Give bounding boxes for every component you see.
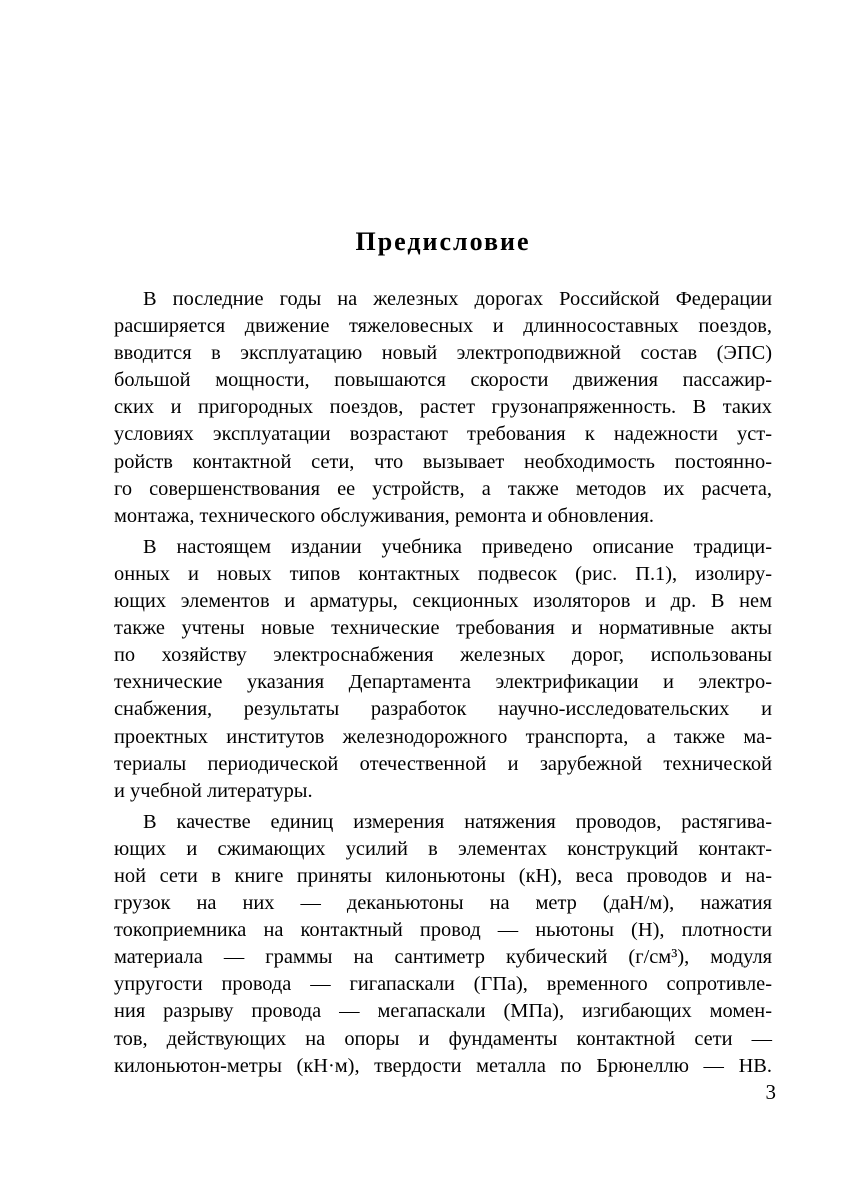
text-line: вводится в эксплуатацию новый электроподвижной состав (ЭПС): [114, 342, 772, 365]
text-line: ских и пригородных поездов, растет грузонапряженность. В таких: [114, 396, 772, 419]
text-line: условиях эксплуатации возрастают требования к надежности уст-: [114, 423, 772, 446]
text-line: большой мощности, повышаются скорости движения пассажир-: [114, 369, 772, 392]
text-line: килоньютон-метры (кН·м), твердости металла по Брюнеллю — НВ.: [114, 1054, 772, 1077]
text-line: териалы периодической отечественной и зарубежной технической: [114, 752, 772, 775]
text-line: го совершенствования ее устройств, а также методов их расчета,: [114, 477, 772, 500]
text-line: В последние годы на железных дорогах Российской Федерации: [143, 288, 772, 310]
text-line: ющих элементов и арматуры, секционных изоляторов и др. В нем: [114, 590, 772, 613]
paragraph: [114, 286, 772, 530]
text-line: В настоящем издании учебника приведено описание традици-: [143, 535, 772, 558]
text-line: ния разрыву провода — мегапаскали (МПа), изгибающих момен-: [114, 1000, 772, 1023]
text-line: и учебной литературы.: [114, 779, 313, 802]
text-line: по хозяйству электроснабжения железных дорог, использованы: [114, 644, 772, 667]
text-line: токоприемника на контактный провод — ньютоны (Н), плотности: [114, 919, 772, 942]
text-line: тов, действующих на опоры и фундаменты контактной сети —: [114, 1027, 772, 1050]
text-line: материала — граммы на сантиметр кубический (г/см³), модуля: [114, 946, 772, 969]
text-line: расширяется движение тяжеловесных и длинносоставных поездов,: [114, 315, 772, 338]
text-line: грузок на них — деканьютоны на метр (даН/м), нажатия: [114, 892, 772, 915]
text-line: ройств контактной сети, что вызывает необходимость постоянно-: [114, 450, 772, 473]
page-title: Предисловие: [355, 227, 531, 256]
text-line: снабжения, результаты разработок научно-исследовательских и: [114, 698, 772, 721]
page-number: 3: [765, 1080, 776, 1104]
text-line: онных и новых типов контактных подвесок (рис. П.1), изолиру-: [114, 562, 772, 585]
text-line: проектных институтов железнодорожного транспорта, а также ма-: [114, 725, 772, 748]
paragraph: [114, 534, 772, 805]
text-line: также учтены новые технические требования и нормативные акты: [114, 617, 772, 640]
text-line: упругости провода — гигапаскали (ГПа), временного сопротивле-: [114, 973, 772, 996]
paragraph: [114, 809, 772, 1080]
text-line: ющих и сжимающих усилий в элементах конструкций контакт-: [114, 837, 772, 860]
body-text: [114, 286, 772, 1080]
text-line: В качестве единиц измерения натяжения проводов, растягива-: [143, 810, 772, 833]
text-line: монтажа, технического обслуживания, ремонта и обновления.: [114, 504, 655, 527]
text-line: технические указания Департамента электрификации и электро-: [114, 671, 772, 694]
text-line: ной сети в книге приняты килоньютоны (кН), веса проводов и на-: [114, 864, 772, 887]
